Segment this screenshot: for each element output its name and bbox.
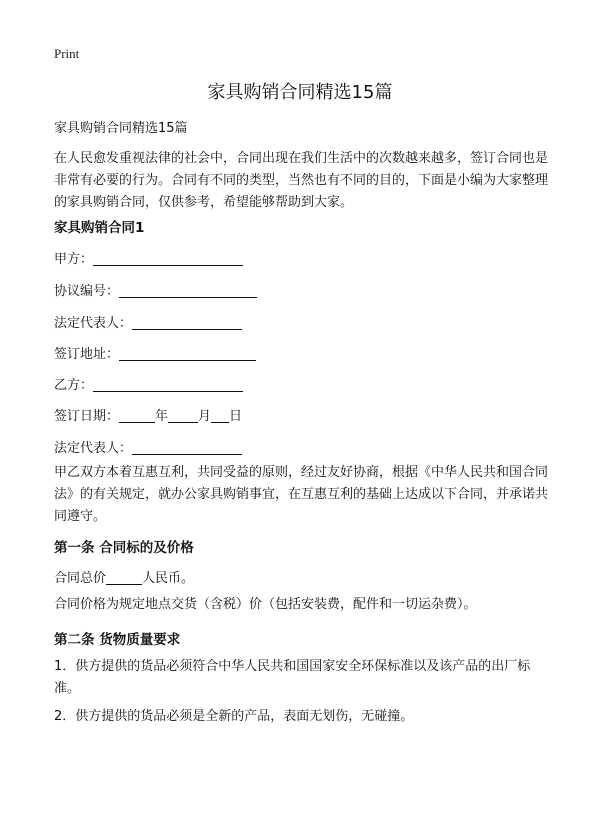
- preamble-paragraph: 甲乙双方本着互惠互利，共同受益的原则，经过友好协商，根据《中华人民共和国合同法》的有关规定，就办公家具购销事宜，在互惠互利的基础上达成以下合同，并承诺共同遵守。: [54, 465, 549, 524]
- sign-address-field: [54, 343, 256, 362]
- legal-rep-blank-2: [132, 440, 242, 455]
- total-price-blank: [106, 570, 142, 585]
- legal-rep-blank-1: [132, 315, 242, 330]
- agreement-no-label: 协议编号：: [54, 284, 120, 299]
- article-1-heading: 第一条 合同标的及价格: [54, 540, 194, 556]
- party-b-label: 乙方：: [54, 378, 94, 393]
- sign-date-month-blank: [168, 408, 198, 423]
- sign-date-month-label: 月: [198, 409, 212, 424]
- sign-date-year-label: 年: [155, 409, 169, 424]
- print-link[interactable]: Print: [54, 46, 80, 61]
- sign-address-blank: [119, 346, 256, 361]
- agreement-no-blank: [119, 283, 257, 298]
- legal-rep-field-2: [54, 437, 242, 456]
- price-note: 合同价格为规定地点交货（含税）价（包括安装费，配件和一切运杂费）。: [54, 597, 477, 612]
- sign-date-label: 签订日期：: [54, 409, 120, 424]
- document-subtitle: 家具购销合同精选15篇: [54, 121, 188, 136]
- sign-date-day-label: 日: [229, 409, 243, 424]
- party-a-field: [54, 248, 243, 267]
- agreement-no-field: [54, 280, 257, 299]
- sign-date-day-blank: [211, 408, 229, 423]
- quality-clause-2: 2．供方提供的货品必须是全新的产品，表面无划伤，无碰撞。: [54, 709, 414, 724]
- party-b-field: [54, 374, 243, 393]
- party-a-blank: [93, 251, 243, 266]
- total-price-suffix: 人民币。: [142, 571, 195, 586]
- total-price-prefix: 合同总价: [54, 571, 107, 586]
- sign-date-year-blank: [119, 408, 155, 423]
- legal-rep-label-1: 法定代表人：: [54, 316, 133, 331]
- legal-rep-label-2: 法定代表人：: [54, 441, 133, 456]
- quality-clause-1: 1．供方提供的货品必须符合中华人民共和国国家安全环保标准以及该产品的出厂标准。: [54, 659, 531, 696]
- total-price-field: [54, 567, 194, 586]
- section-heading-contract-1: 家具购销合同1: [54, 220, 145, 236]
- party-a-label: 甲方：: [54, 252, 94, 267]
- document-title: 家具购销合同精选15篇: [207, 82, 393, 103]
- party-b-blank: [93, 377, 243, 392]
- intro-paragraph: 在人民愈发重视法律的社会中，合同出现在我们生活中的次数越来越多，签订合同也是非常有必要的行为。合同有不同的类型，当然也有不同的目的，下面是小编为大家整理的家具购销合同，仅供参考，希望能够帮助到大家。: [54, 151, 549, 210]
- sign-date-field: [54, 405, 242, 424]
- sign-address-label: 签订地址：: [54, 347, 120, 362]
- legal-rep-field-1: [54, 312, 242, 331]
- article-2-heading: 第二条 货物质量要求: [54, 632, 181, 648]
